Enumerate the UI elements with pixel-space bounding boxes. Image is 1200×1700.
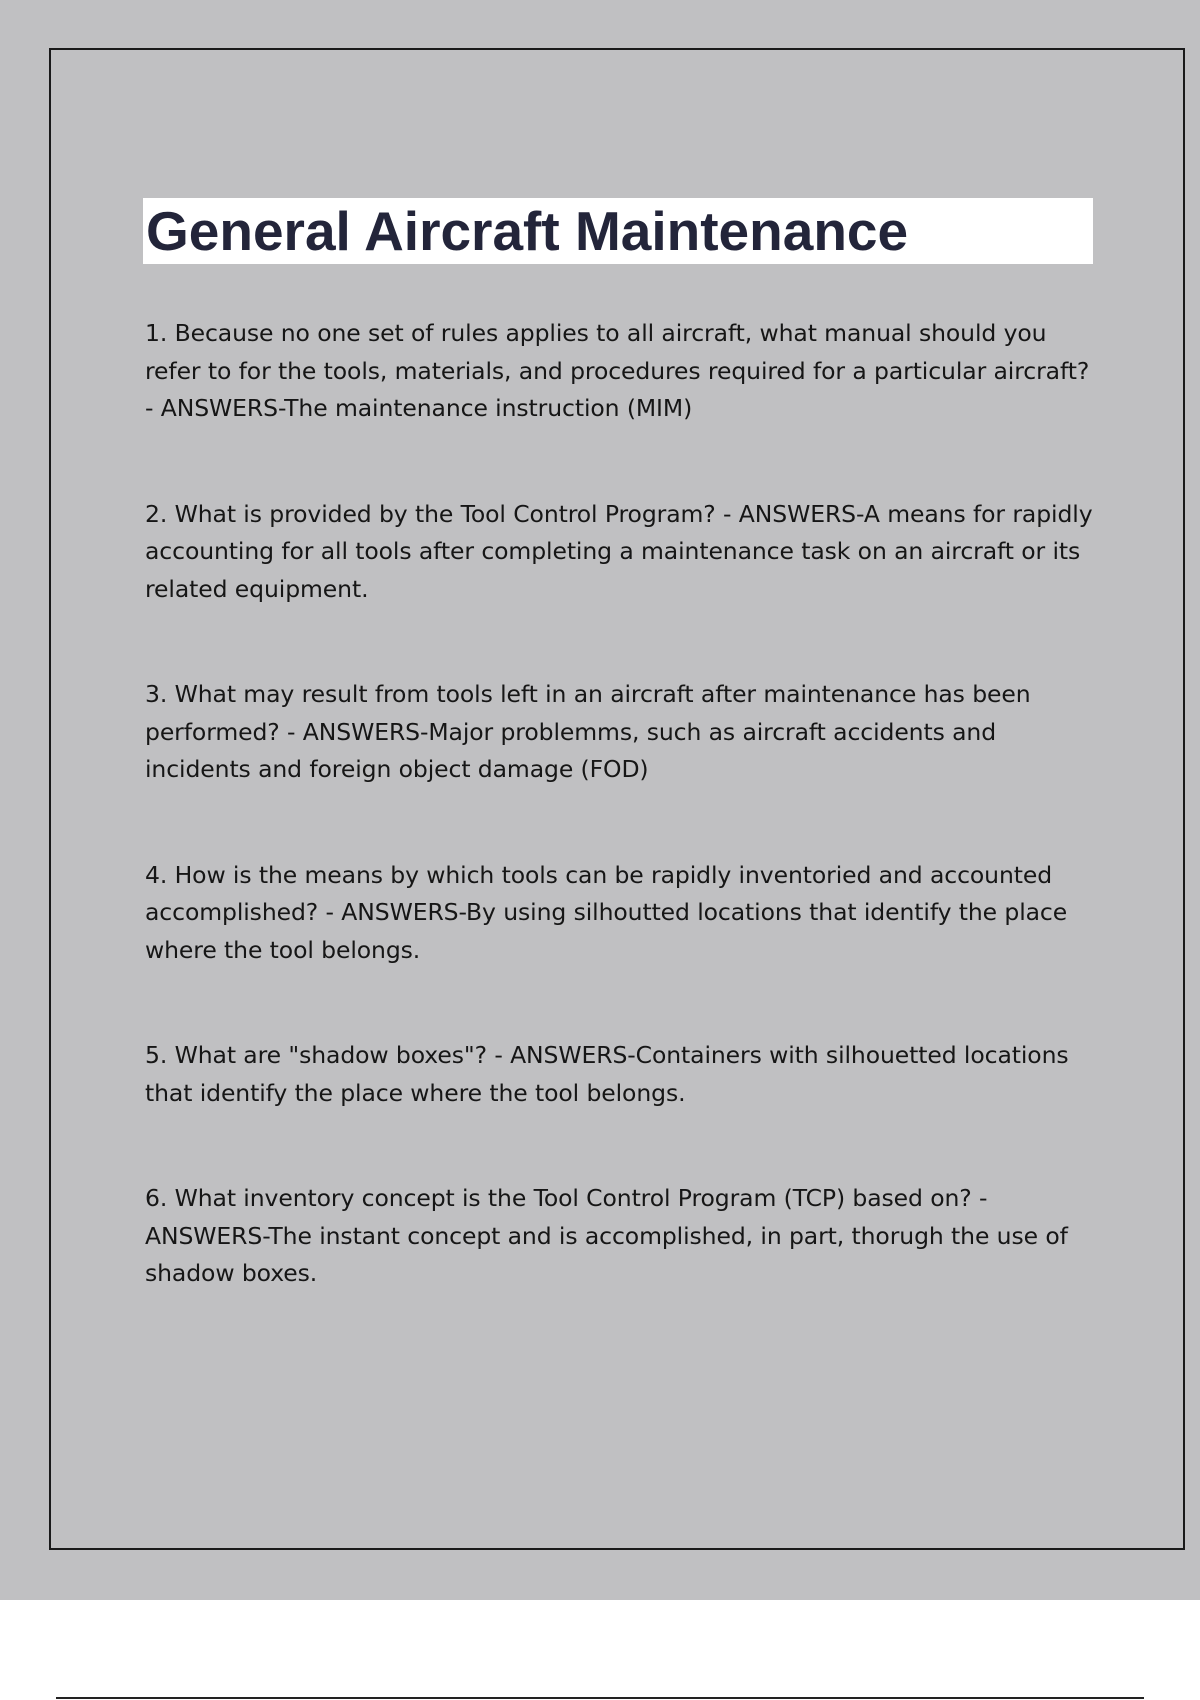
qa-item-4: 4. How is the means by which tools can be rapidly inventoried and accounted accomplished? - ANSWERS-By using silhoutted locations that identify the place where the tool belongs.: [145, 860, 1068, 964]
title-banner: [143, 198, 1093, 264]
document-title: General Aircraft Maintenance: [146, 200, 909, 262]
qa-item-2: 2. What is provided by the Tool Control Program? - ANSWERS-A means for rapidly accounting for all tools after completing a maintenance task on an aircraft or its related equipment.: [145, 499, 1093, 603]
qa-list: [145, 315, 1095, 1361]
qa-item-5: 5. What are "shadow boxes"? - ANSWERS-Containers with silhouetted locations that identify the place where the tool belongs.: [145, 1041, 1069, 1107]
qa-item-3: 3. What may result from tools left in an aircraft after maintenance has been performed? - ANSWERS-Major problemms, such as aircraft accidents and incidents and foreign object damage (FOD): [145, 680, 1031, 783]
footer-divider: [56, 1697, 1144, 1699]
qa-item-6: 6. What inventory concept is the Tool Control Program (TCP) based on? - ANSWERS-The instant concept and is accomplished, in part, thorugh the use of shadow boxes.: [145, 1184, 1068, 1287]
qa-item-1: 1. Because no one set of rules applies to all aircraft, what manual should you refer to for the tools, materials, and procedures required for a particular aircraft? - ANSWERS-The maintenance instruction (MIM): [145, 319, 1090, 422]
